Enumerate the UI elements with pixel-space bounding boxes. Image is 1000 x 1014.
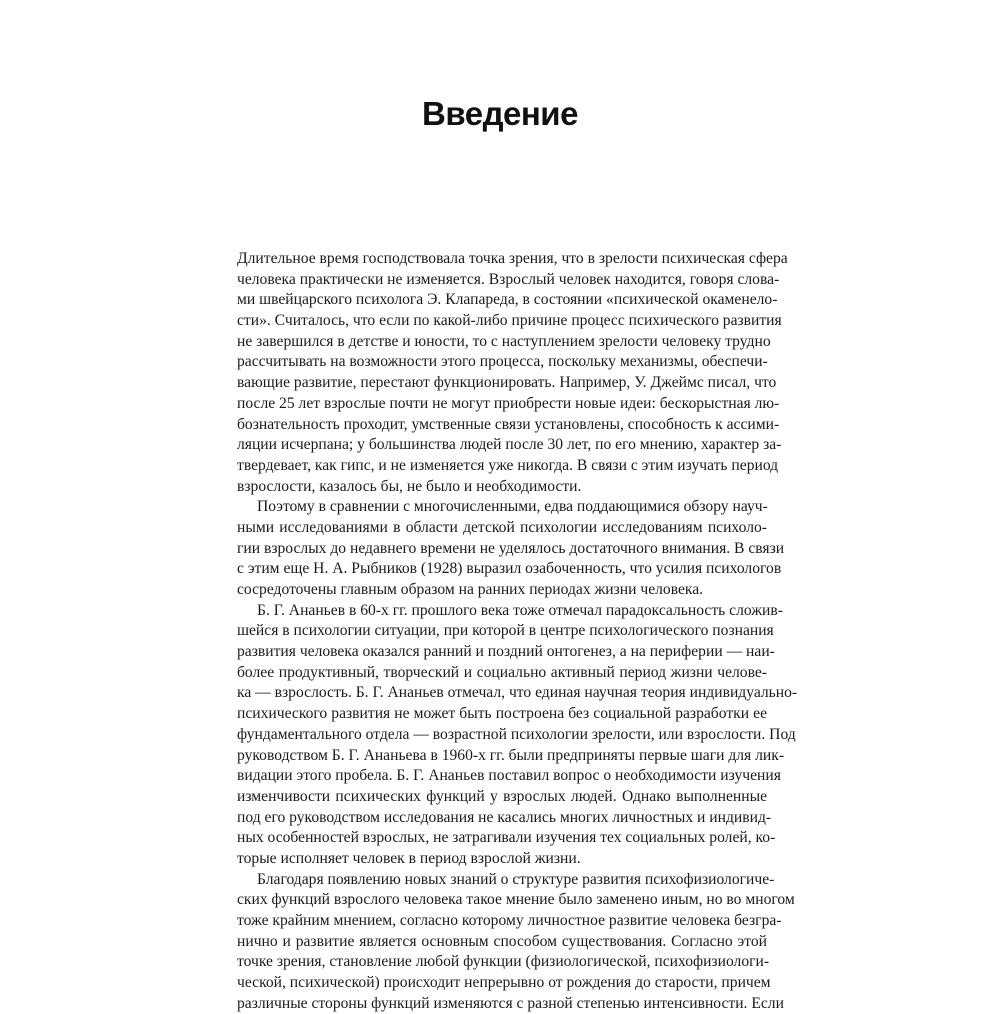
text-line: бознательность проходит, умственные связи установлены, способность к ассими-: [237, 415, 780, 433]
text-line: ляции исчерпана; у большинства людей после 30 лет, по его мнению, характер за-: [237, 436, 782, 454]
text-line: шейся в психологии ситуации, при которой в центре психологического познания: [237, 622, 774, 640]
text-line: Благодаря появлению новых знаний о структуре развития психофизиологиче-: [257, 870, 775, 888]
text-line: ных особенностей взрослых, не затрагивали изучения тех социальных ролей, ко-: [237, 829, 776, 847]
text-line: гии взрослых до недавнего времени не уделялось достаточного внимания. В связи: [237, 539, 785, 557]
paragraph-3: [237, 601, 798, 870]
text-line: ми швейцарского психолога Э. Клапареда, в состоянии «психической окаменело-: [237, 291, 778, 309]
text-line: сосредоточены главным образом на ранних периодах жизни человека.: [237, 581, 704, 598]
text-line: руководством Б. Г. Ананьева в 1960-х гг. были предприняты первые шаги для лик-: [237, 746, 785, 764]
paragraph-4: [237, 870, 795, 1014]
text-line: нично и развитие является основным способом существования. Согласно этой: [237, 932, 767, 950]
text-line: не завершился в детстве и юности, то с наступлением зрелости человеку трудно: [237, 332, 771, 350]
text-line: изменчивости психических функций у взрослых людей. Однако выполненные: [237, 787, 767, 805]
text-line: после 25 лет взрослые почти не могут приобрести новые идеи: бескорыстная лю-: [237, 394, 780, 412]
chapter-title: Введение: [422, 95, 578, 132]
text-line: взрослости, казалось бы, не было и необходимости.: [237, 477, 582, 495]
text-line: развития человека оказался ранний и поздний онтогенез, а на периферии — наи-: [237, 643, 775, 661]
text-line: ка — взрослость. Б. Г. Ананьев отмечал, что единая научная теория индивидуально-: [237, 684, 798, 702]
text-line: ских функций взрослого человека такое мнение было заменено иным, но во многом: [237, 891, 795, 909]
paragraph-2: [237, 497, 785, 600]
text-line: фундаментального отдела — возрастной психологии зрелости, или взрослости. Под: [237, 725, 796, 743]
paragraph-1: [237, 249, 788, 497]
text-line: психического развития не может быть построена без социальной разработки ее: [237, 705, 767, 723]
text-line: видации этого пробела. Б. Г. Ананьев поставил вопрос о необходимости изучения: [237, 767, 781, 785]
text-line: вающие развитие, перестают функционировать. Например, У. Джеймс писал, что: [237, 374, 777, 392]
text-line: твердевает, как гипс, и не изменяется уже никогда. В связи с этим изучать период: [237, 456, 779, 474]
text-line: ными исследованиями в области детской психологии исследованиям психоло-: [237, 518, 767, 536]
text-line: рассчитывать на возможности этого процесса, поскольку механизмы, обеспечи-: [237, 353, 768, 371]
text-line: под его руководством исследования не касались многих личностных и индивид-: [237, 808, 772, 826]
text-line: различные стороны функций изменяются с разной степенью интенсивности. Если: [237, 994, 784, 1012]
text-line: Поэтому в сравнении с многочисленными, едва поддающимися обзору науч-: [257, 498, 768, 516]
text-line: человека практически не изменяется. Взрослый человек находится, говоря слова-: [237, 270, 780, 288]
text-line: торые исполняет человек в период взрослой жизни.: [237, 849, 581, 867]
text-line: Длительное время господствовала точка зрения, что в зрелости психическая сфера: [237, 250, 788, 267]
text-line: с этим еще Н. А. Рыбников (1928) выразил озабоченность, что усилия психологов: [237, 560, 782, 578]
text-line: тоже крайним мнением, согласно которому личностное развитие человека безгра-: [237, 912, 782, 929]
body-text: [237, 249, 798, 1014]
text-line: сти». Считалось, что если по какой-либо причине процесс психического развития: [237, 312, 782, 330]
text-line: точке зрения, становление любой функции (физиологической, психофизиологи-: [237, 953, 770, 971]
text-line: более продуктивный, творческий и социально активный период жизни челове-: [237, 663, 767, 681]
text-line: ческой, психической) происходит непрерывно от рождения до старости, причем: [237, 974, 771, 992]
text-line: Б. Г. Ананьев в 60-х гг. прошлого века тоже отмечал парадоксальность сложив-: [257, 601, 783, 619]
